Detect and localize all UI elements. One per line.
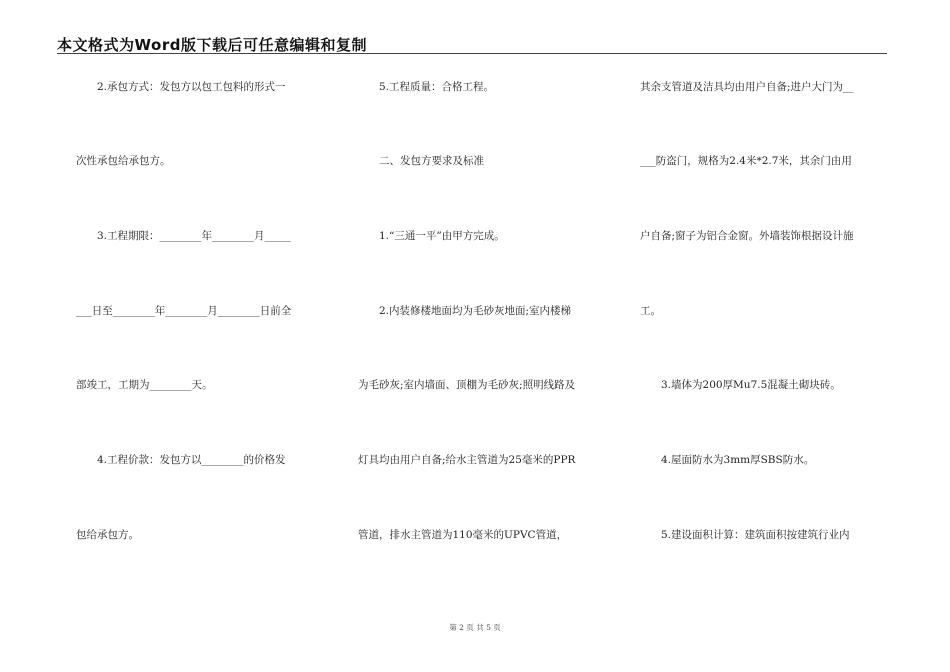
text-line: 1.“三通一平”由甲方完成。 <box>358 230 505 242</box>
text-line: 户自备;窗子为铝合金窗。外墙装饰根据设计施 <box>640 230 854 242</box>
page-number: 第 2 页 共 5 页 <box>449 623 501 632</box>
text-line: 为毛砂灰;室内墙面、顶棚为毛砂灰;照明线路及 <box>358 379 576 391</box>
text-line: 工。 <box>640 305 661 317</box>
text-line: 2.内装修楼地面均为毛砂灰地面;室内楼梯 <box>358 305 572 317</box>
text-line: 灯具均由用户自备;给水主管道为25毫米的PPR <box>358 454 576 466</box>
text-line: 5.建设面积计算：建筑面积按建筑行业内 <box>640 529 850 541</box>
text-line: 4.工程价款：发包方以________的价格发 <box>76 454 286 466</box>
text-line: ___日至________年________月________日前全 <box>76 305 292 317</box>
text-line: 其余支管道及洁具均由用户自备;进户大门为__ <box>640 81 854 93</box>
text-line: 部竣工，工期为________天。 <box>76 379 213 391</box>
text-line: 5.工程质量：合格工程。 <box>358 81 495 93</box>
text-line: 管道，排水主管道为110毫米的UPVC管道， <box>358 529 568 541</box>
text-line: 3.墙体为200厚Mu7.5混凝土砌块砖。 <box>640 379 841 391</box>
text-line: 次性承包给承包方。 <box>76 155 171 167</box>
header-divider <box>57 53 887 54</box>
text-line: 包给承包方。 <box>76 529 139 541</box>
text-line: ___防盗门，规格为2.4米*2.7米，其余门由用 <box>640 155 852 167</box>
text-line: 4.屋面防水为3mm厚SBS防水。 <box>640 454 815 466</box>
text-line: 2.承包方式：发包方以包工包料的形式一 <box>76 81 286 93</box>
text-line: 二、发包方要求及标准 <box>358 155 484 167</box>
document-title: 本文格式为Word版下载后可任意编辑和复制 <box>57 36 367 54</box>
text-line: 3.工程期限：________年________月_____ <box>76 230 291 242</box>
